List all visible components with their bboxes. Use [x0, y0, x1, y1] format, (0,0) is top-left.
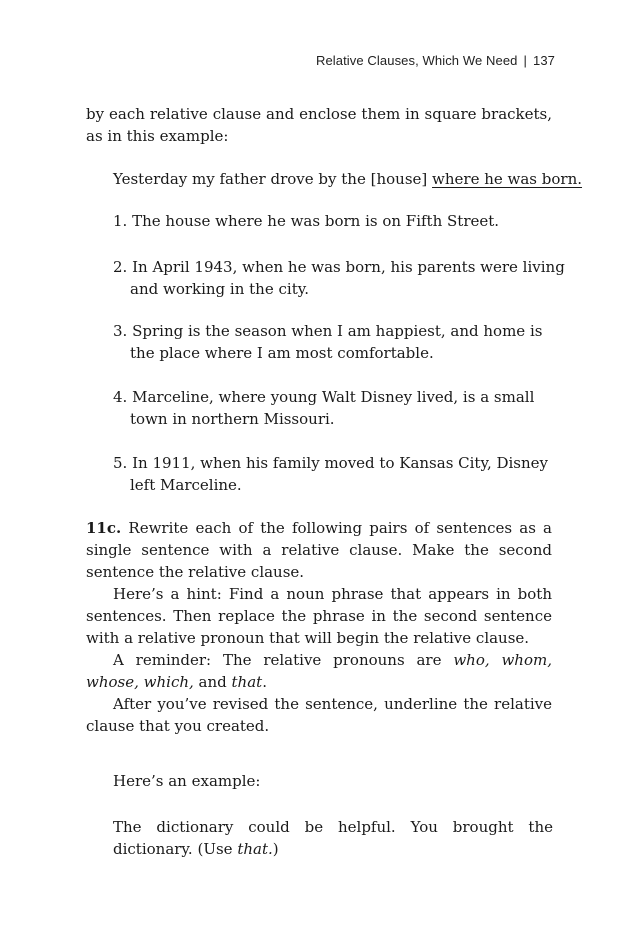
- item-number: 1.: [113, 212, 128, 230]
- use-prefix: (Use: [197, 840, 238, 858]
- example-sentence: [113, 168, 582, 190]
- list-item: [113, 452, 570, 496]
- list-item: [113, 320, 570, 364]
- example-intro: Here’s an example:: [113, 772, 261, 790]
- item-text: In April 1943, when he was born, his parents were living and working in the city.: [130, 258, 565, 298]
- example-relative-clause: where he was born.: [432, 170, 583, 188]
- item-number: 5.: [113, 454, 128, 472]
- item-text: In 1911, when his family moved to Kansas City, Disney left Marceline.: [130, 454, 549, 494]
- list-item: [113, 256, 570, 300]
- reminder-and: and: [193, 673, 232, 691]
- instruction-text: Rewrite each of the following pairs of sentences as a single sentence with a relative clause. Make the second sentence the relative clause.: [86, 519, 552, 581]
- example-sentence-block: [113, 816, 553, 860]
- after-paragraph: After you’ve revised the sentence, underline the relative clause that you created.: [86, 695, 552, 735]
- reminder-paragraph: [86, 649, 552, 693]
- example-before: Yesterday my father drove by the: [113, 170, 371, 188]
- exercise-label: 11c.: [86, 519, 122, 537]
- list-item: [113, 386, 570, 430]
- item-text: Marceline, where young Walt Disney lived, is a small town in northern Missouri.: [130, 388, 535, 428]
- reminder-pronouns: who, whom, whose, which,: [86, 651, 552, 691]
- page-number: 137: [533, 53, 555, 68]
- example-sentence-text: The dictionary could be helpful. You brought the dictionary.: [113, 818, 553, 858]
- example-bracketed-noun: [house]: [370, 170, 428, 188]
- list-item: [113, 210, 570, 232]
- use-word: that.: [237, 840, 273, 858]
- instruction-paragraph: [86, 517, 552, 583]
- chapter-title: Relative Clauses, Which We Need: [315, 53, 518, 68]
- item-text: Spring is the season when I am happiest, and home is the place where I am most comfortable.: [130, 322, 543, 362]
- exercise-11c: [86, 517, 552, 737]
- intro-paragraph: by each relative clause and enclose them in square brackets, as in this example:: [86, 105, 552, 145]
- reminder-end: .: [262, 673, 267, 691]
- item-number: 3.: [113, 322, 128, 340]
- item-text: The house where he was born is on Fifth Street.: [132, 212, 500, 230]
- item-number: 4.: [113, 388, 128, 406]
- item-number: 2.: [113, 258, 128, 276]
- reminder-prefix: A reminder: The relative pronouns are: [113, 651, 454, 669]
- use-suffix: ): [272, 840, 279, 858]
- running-head: [316, 53, 555, 68]
- reminder-that: that: [231, 673, 263, 691]
- hint-paragraph: Here’s a hint: Find a noun phrase that appears in both sentences. Then replace the phrase in the second sentence with a relative pronoun that will begin the relative clause.: [86, 585, 552, 647]
- header-separator: |: [523, 53, 527, 68]
